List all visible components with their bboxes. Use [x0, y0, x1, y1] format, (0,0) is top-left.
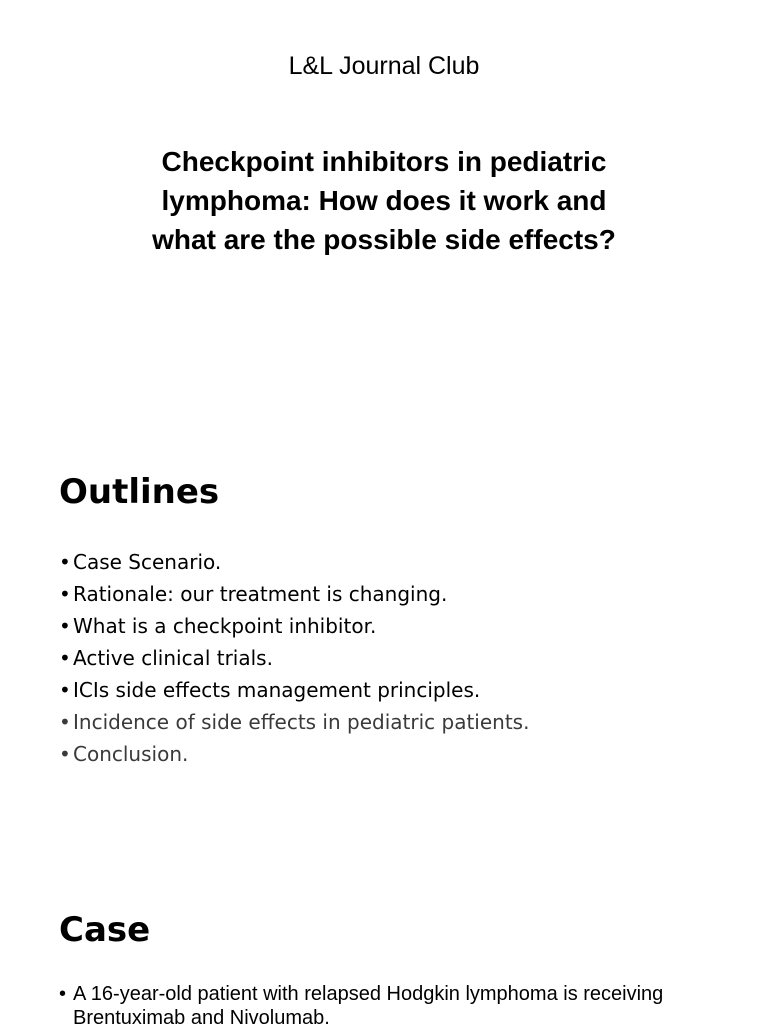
- case-item-text: A 16-year-old patient with relapsed Hodgkin lymphoma is receiving Brentuximab and Nivolumab.: [73, 983, 664, 1029]
- outline-item: [59, 610, 529, 642]
- journal-club-subtitle: L&L Journal Club: [288, 52, 480, 80]
- bullet-icon: •: [59, 582, 71, 606]
- bullet-icon: •: [59, 710, 71, 734]
- outline-item: [59, 642, 529, 674]
- outline-item: [59, 578, 529, 610]
- case-heading: Case: [59, 910, 151, 950]
- case-list: [59, 982, 719, 1030]
- outline-item: [59, 546, 529, 578]
- bullet-icon: •: [59, 678, 71, 702]
- bullet-icon: •: [59, 550, 71, 574]
- title-slide: [0, 0, 768, 330]
- outline-item-text: ICIs side effects management principles.: [73, 678, 481, 702]
- outline-item: [59, 674, 529, 706]
- outline-item-text: Incidence of side effects in pediatric patients.: [73, 710, 530, 734]
- bullet-icon: •: [59, 742, 71, 766]
- outline-list: [59, 546, 529, 770]
- outline-item-text: What is a checkpoint inhibitor.: [73, 614, 377, 638]
- outlines-slide: [0, 440, 768, 840]
- bullet-icon: •: [59, 646, 71, 670]
- outline-item-text: Rationale: our treatment is changing.: [73, 582, 448, 606]
- outline-item-text: Conclusion.: [73, 742, 189, 766]
- title-line: Checkpoint inhibitors in pediatric: [161, 146, 607, 177]
- outline-item: [59, 738, 529, 770]
- bullet-icon: •: [59, 983, 67, 1005]
- outline-item-text: Active clinical trials.: [73, 646, 273, 670]
- outline-item-text: Case Scenario.: [73, 550, 222, 574]
- case-item: [59, 982, 719, 1030]
- title-line: what are the possible side effects?: [152, 224, 616, 255]
- presentation-title: [104, 142, 664, 259]
- case-slide: [0, 880, 768, 1029]
- bullet-icon: •: [59, 614, 71, 638]
- outline-item: [59, 706, 529, 738]
- outlines-heading: Outlines: [59, 472, 220, 512]
- title-line: lymphoma: How does it work and: [161, 185, 607, 216]
